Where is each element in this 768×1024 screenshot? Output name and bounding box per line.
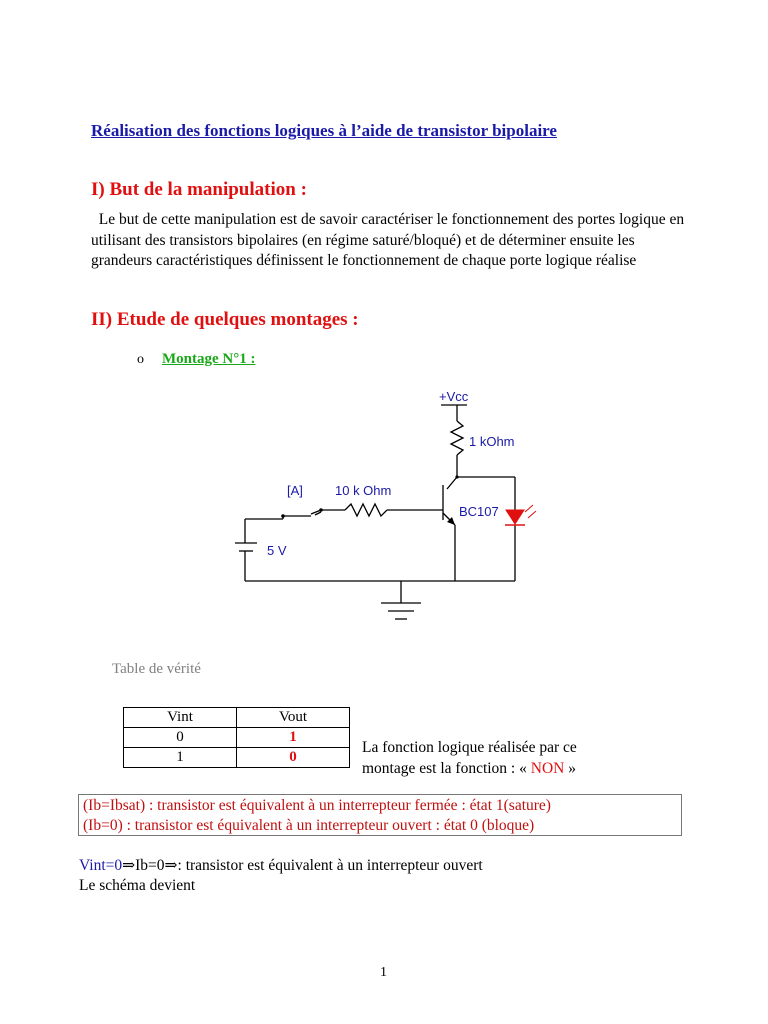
battery-label: 5 V: [267, 543, 287, 558]
vint-text: Vint=0: [79, 857, 123, 874]
r2-label: 10 k Ohm: [335, 483, 392, 498]
table-cell: 1: [237, 728, 350, 748]
implication-rest: : transistor est équivalent à un interrepteur ouvert: [177, 857, 483, 874]
table-cell: 0: [237, 748, 350, 768]
table-row: [124, 748, 350, 768]
section-heading-but: I) But de la manipulation :: [91, 179, 307, 200]
paragraph-text: Le but de cette manipulation est de savoir caractériser le fonctionnement des portes logique en utilisant des transistors bipolaires (en régime saturé/bloqué) et de déterminer ensuite les grandeurs caractéristiques définissent le fonctionnement de chaque porte logique réalise: [91, 211, 685, 269]
section-paragraph-but: [91, 210, 691, 272]
implies-arrow-icon: ⇒: [122, 857, 136, 874]
conclusion-prefix: montage est la fonction : «: [362, 760, 527, 777]
truth-table-caption: Table de vérité: [112, 661, 201, 677]
table-cell: 1: [124, 748, 237, 768]
document-title: Réalisation des fonctions logiques à l’aide de transistor bipolaire: [91, 121, 557, 140]
implication-line: [79, 856, 483, 875]
transistor-states-box: [78, 794, 682, 836]
schema-text: Le schéma devient: [79, 877, 196, 894]
r1-label: 1 kOhm: [469, 434, 515, 449]
implies-arrow-icon: ⇒: [164, 857, 178, 874]
circuit-diagram: [225, 385, 545, 630]
table-row: [124, 708, 350, 728]
montage-title: Montage N°1 :: [162, 351, 256, 367]
conclusion-line1: La fonction logique réalisée par ce: [362, 739, 577, 756]
state-note-blocked: (Ib=0) : transistor est équivalent à un interrepteur ouvert : état 0 (bloque): [83, 817, 535, 834]
ib-text: Ib=0: [135, 857, 165, 874]
transistor-label: BC107: [459, 504, 499, 519]
conclusion-line2: [362, 758, 577, 779]
switch-label: [A]: [287, 483, 303, 498]
table-header-vout: Vout: [237, 708, 350, 728]
state-note-saturated: (Ib=Ibsat) : transistor est équivalent à un interrepteur fermée : état 1(sature): [83, 797, 551, 814]
page-number: 1: [380, 965, 387, 980]
table-cell: 0: [124, 728, 237, 748]
conclusion-text: [362, 737, 577, 779]
function-name: NON: [530, 760, 565, 777]
truth-table: [123, 707, 350, 768]
conclusion-suffix: »: [568, 760, 576, 777]
vcc-label: +Vcc: [439, 389, 469, 404]
section-heading-etude: II) Etude de quelques montages :: [91, 309, 359, 330]
bullet-circle: o: [137, 352, 144, 367]
table-row: [124, 728, 350, 748]
table-header-vint: Vint: [124, 708, 237, 728]
